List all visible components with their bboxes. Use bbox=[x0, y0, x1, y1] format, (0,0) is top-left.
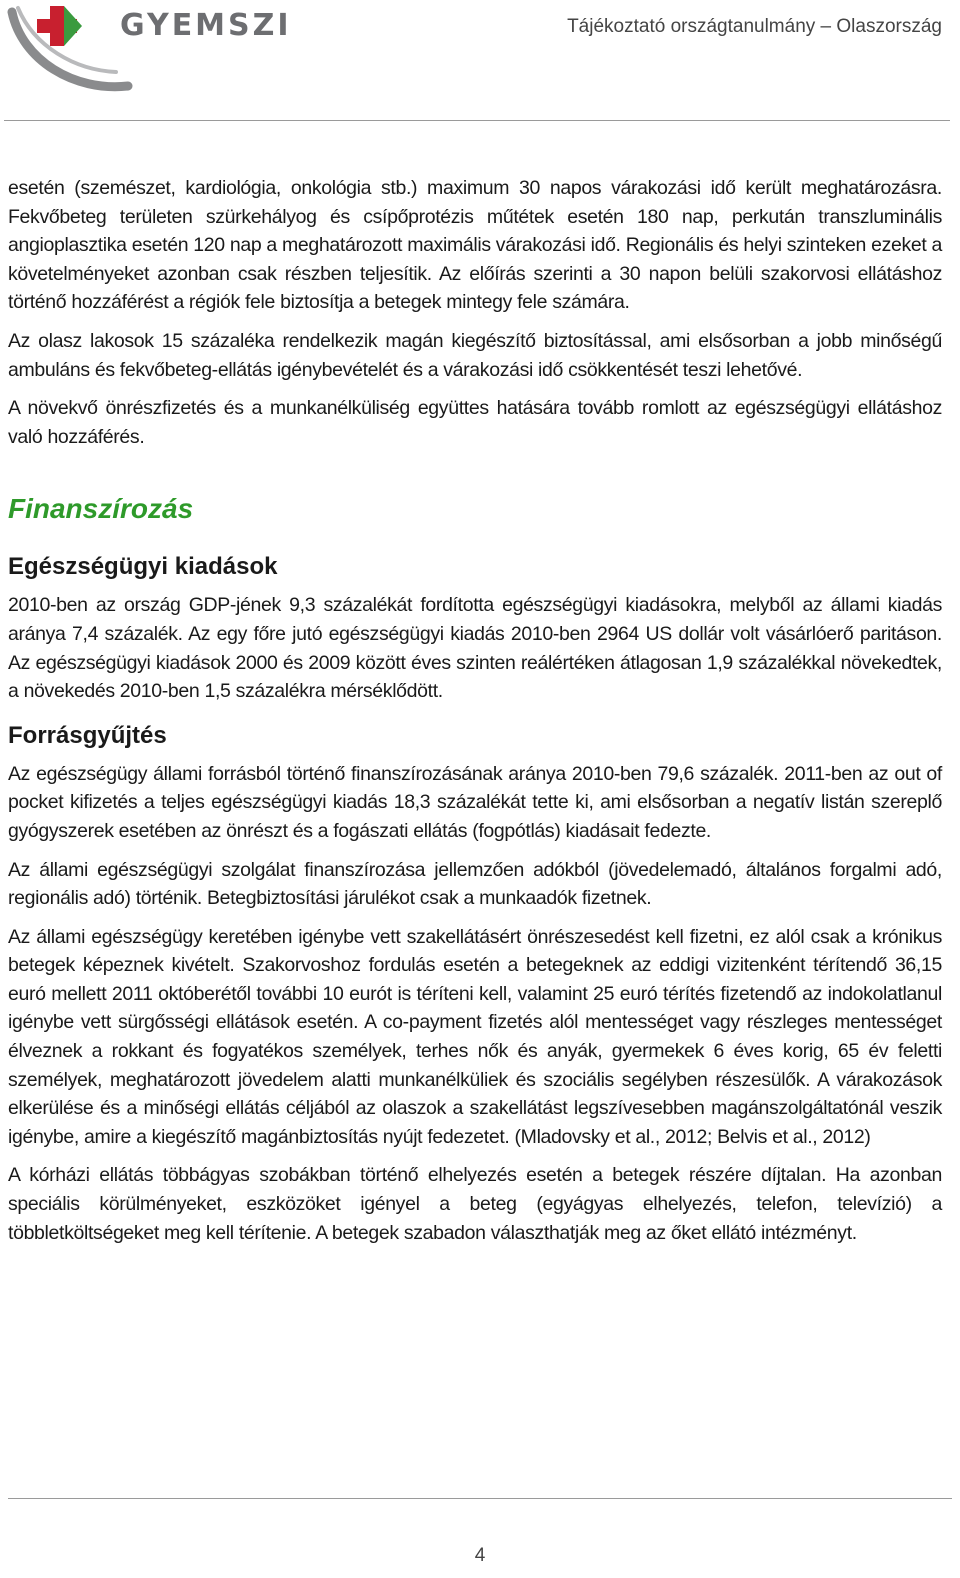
paragraph-expenditure: 2010-ben az ország GDP-jének 9,3 százalékát fordította egészségügyi kiadásokra, melyből az állami kiadás aránya 7,4 százalék. Az egy főre jutó egészségügyi kiadás 2010-ben 2964 US dollár volt vásárlóerő paritáson. Az egészségügyi kiadások 2000 és 2009 között éves szinten reálértéken átlagosan 1,9 százalékkal növekedtek, a növekedés 2010-ben 1,5 százalékra mérséklődött. bbox=[8, 594, 942, 703]
paragraph-hospital-care: A kórházi ellátás többágyas szobákban történő elhelyezés esetén a betegek részére díjtalan. Ha azonban speciális körülményeket, eszközöket igényel a beteg (egyágyas elhelyezés, telefon, televízió) a többletköltségeket meg kell térítenie. A betegek szabadon választhatják meg az őket ellátó intézményt. bbox=[8, 1164, 942, 1244]
paragraph-taxes: Az állami egészségügyi szolgálat finanszírozása jellemzően adókból (jövedelemadó, általános forgalmi adó, regionális adó) történik. Betegbiztosítási járulékot csak a munkaadók fizetnek. bbox=[8, 858, 942, 910]
paragraph-waiting-times: esetén (szemészet, kardiológia, onkológia stb.) maximum 30 napos várakozási idő került meghatározásra. Fekvőbeteg területen szürkehályog és csípőprotézis műtétek esetén 180 nap, perkután transzluminális angioplasztika esetén 120 nap a meghatározott maximális várakozási idő. Regionális és helyi szinteken ezeket a követelményeket azonban csak részben teljesítik. Az előírás szerinti a 30 napon belüli szakorvosi ellátáshoz történő hozzáférést a régiók fele biztosítja a betegek mintegy fele számára. bbox=[8, 177, 942, 314]
header-divider bbox=[4, 120, 950, 121]
paragraph-copayment: Az állami egészségügy keretében igénybe vett szakellátásért önrészesedést kell fizetni, ez alól csak a krónikus betegek képeznek kivételt. Szakorvoshoz fordulás esetén a betegeknek az eddigi vizitenként térítendő 36,15 euró mellett 2011 októberétől további 10 eurót is téríteni kell, valamint 25 euró térítés fizetendő az indokolatlanul igénybe vett sürgősségi ellátások esetén. A co-payment fizetés alól mentességet vagy részleges mentességet élveznek a rokkant és fogyatékos személyek, terhes nők és anyák, gyermekek 6 éves korig, 65 év feletti személyek, meghatározott jövedelem alatti munkanélküliek és szociális segélyben részesülők. A várakozások elkerülése és a minőségi ellátás céljából az olaszok a szakellátást legszívesebben magánszolgáltatónál veszik igénybe, amire a kiegészítő magánbiztosítás nyújt fedezetet. (Mladovsky et al., 2012; Belvis et al., 2012) bbox=[8, 925, 942, 1148]
footer-divider bbox=[8, 1498, 952, 1499]
subheading-health-expenditure: Egészségügyi kiadások bbox=[8, 553, 278, 581]
subheading-revenue-collection: Forrásgyűjtés bbox=[8, 721, 167, 749]
logo-wordmark: GYEMSZI bbox=[120, 8, 292, 43]
section-heading-finance: Finanszírozás bbox=[8, 493, 194, 525]
page-number: 4 bbox=[474, 1545, 486, 1566]
gyemszi-logo bbox=[4, 0, 304, 100]
paragraph-private-insurance: Az olasz lakosok 15 százaléka rendelkezik magán kiegészítő biztosítással, ami elsősorban a jobb minőségű ambuláns és fekvőbeteg-ellátás igénybevételét és a várakozási idő csökkentését teszi lehetővé. bbox=[8, 329, 942, 381]
document-title: Tájékoztató országtanulmány – Olaszország bbox=[567, 16, 942, 37]
paragraph-public-share: Az egészségügy állami forrásból történő finanszírozásának aránya 2010-ben 79,6 százalék. 2011-ben az out of pocket kifizetés a teljes egészségügyi kiadás 18,3 százalékát tette ki, ami elsősorban a negatív listán szereplő gyógyszerek esetében az önrészt és a fogászati ellátás (fogpótlás) kiadásait fedezte. bbox=[8, 762, 942, 842]
logo-swoosh-icon bbox=[4, 0, 134, 100]
page-header bbox=[0, 0, 960, 122]
paragraph-access: A növekvő önrészfizetés és a munkanélküliség együttes hatására tovább romlott az egészségügyi ellátáshoz való hozzáférés. bbox=[8, 397, 942, 448]
page-content bbox=[8, 174, 942, 1257]
